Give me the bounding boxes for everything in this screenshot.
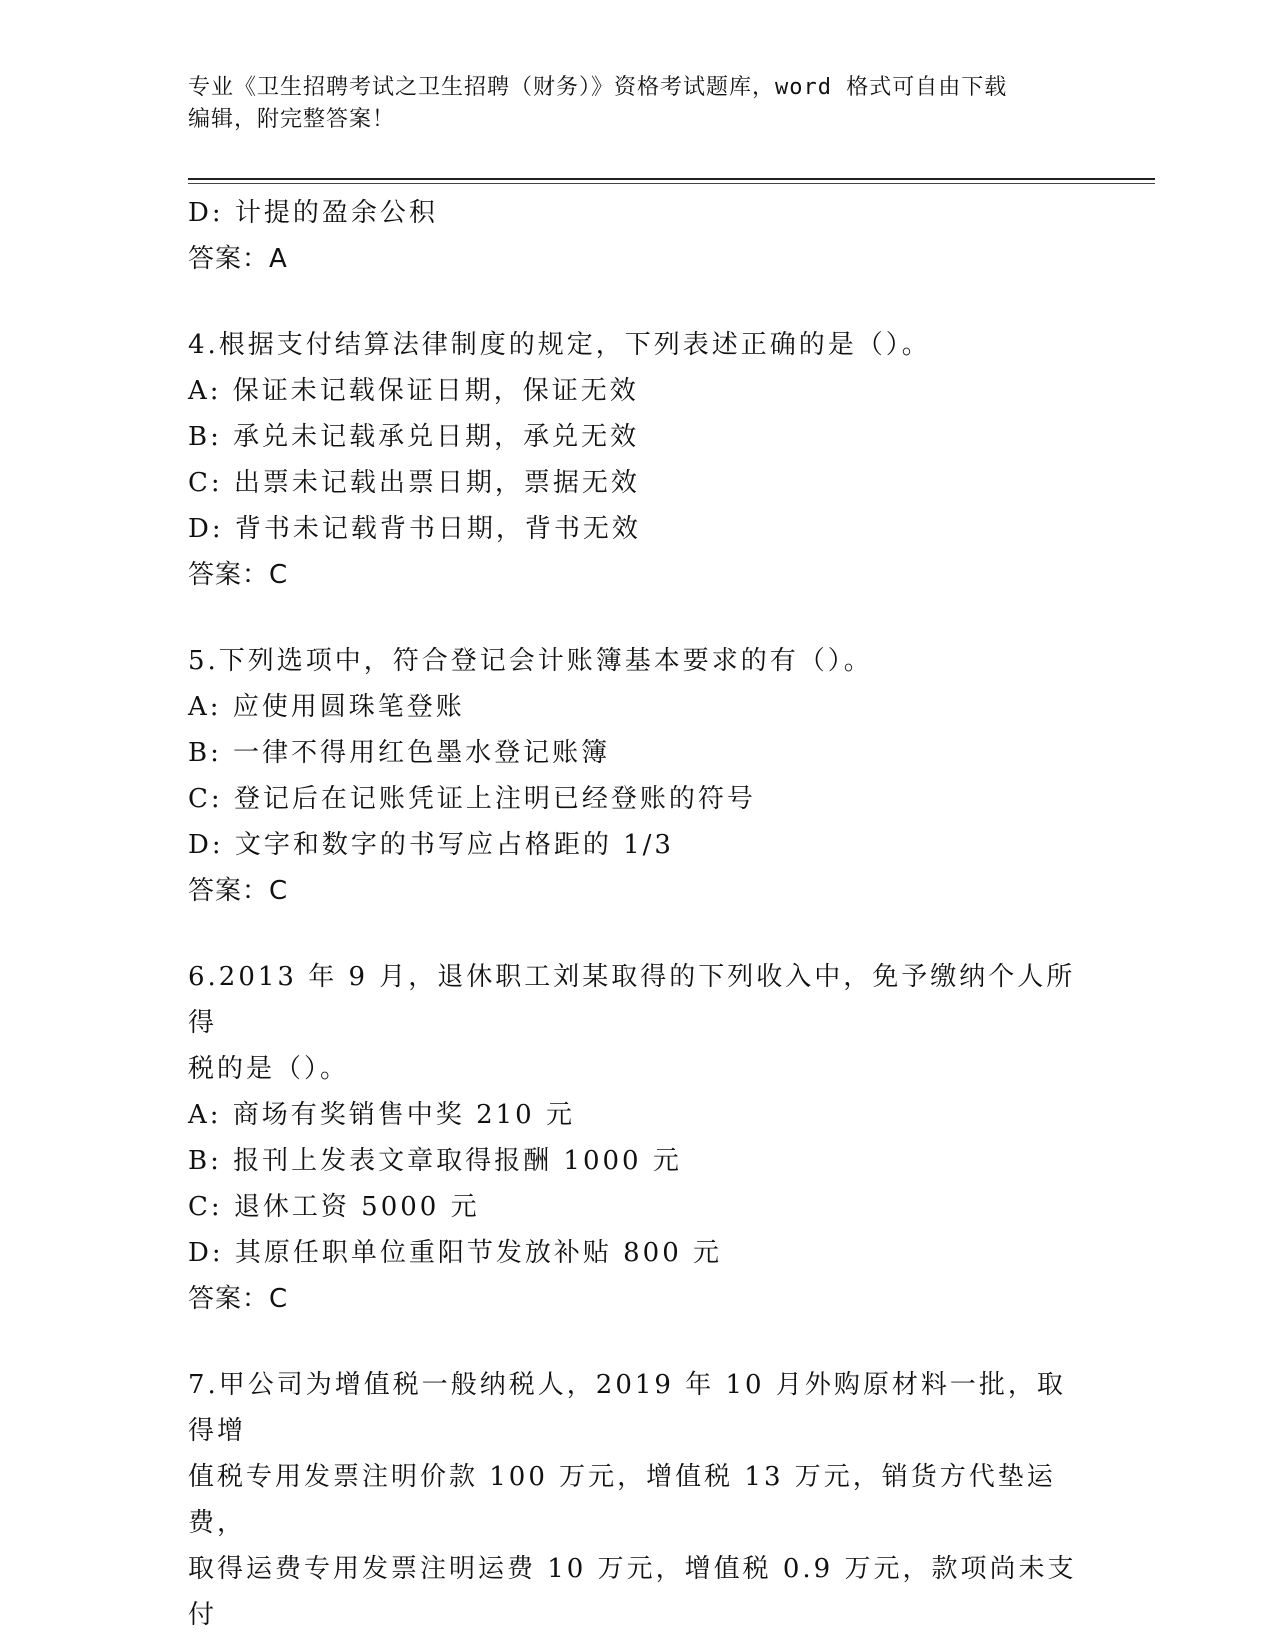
question-stem-line-2: 值税专用发票注明价款 100 万元，增值税 13 万元，销货方代垫运费， xyxy=(188,1462,1056,1538)
header-line-2: 编辑，附完整答案！ xyxy=(188,107,396,132)
question-stem-line-2: 税的是（）。 xyxy=(188,1054,350,1084)
question-stem-line-1: 7.甲公司为增值税一般纳税人，2019 年 10 月外购原材料一批，取得增 xyxy=(188,1370,1066,1446)
answer-label: 答案：A xyxy=(188,244,288,274)
header-divider-thin xyxy=(188,183,1155,184)
option-d: D: 文字和数字的书写应占格距的 1/3 xyxy=(188,830,674,860)
document-body xyxy=(188,190,1088,1638)
question-stem: 5.下列选项中，符合登记会计账簿基本要求的有（）。 xyxy=(188,646,873,676)
spacer xyxy=(188,914,1088,954)
option-a: A: 应使用圆珠笔登账 xyxy=(188,692,465,722)
spacer xyxy=(188,1322,1088,1362)
question-5 xyxy=(188,638,1088,914)
option-c: C: 退休工资 5000 元 xyxy=(188,1192,480,1222)
page-header xyxy=(188,72,1068,136)
question-3 xyxy=(188,190,1088,282)
option-a: A: 保证未记载保证日期，保证无效 xyxy=(188,376,639,406)
question-stem: 4.根据支付结算法律制度的规定，下列表述正确的是（）。 xyxy=(188,330,931,360)
spacer xyxy=(188,282,1088,322)
option-b: B: 报刊上发表文章取得报酬 1000 元 xyxy=(188,1146,682,1176)
option-b: B: 承兑未记载承兑日期，承兑无效 xyxy=(188,422,640,452)
option-d: D: 其原任职单位重阳节发放补贴 800 元 xyxy=(188,1238,723,1268)
answer-label: 答案：C xyxy=(188,876,289,906)
option-a: A: 商场有奖销售中奖 210 元 xyxy=(188,1100,575,1130)
question-stem-line-1: 6.2013 年 9 月，退休职工刘某取得的下列收入中，免予缴纳个人所得 xyxy=(188,962,1076,1038)
option-c: C: 登记后在记账凭证上注明已经登账的符号 xyxy=(188,784,756,814)
question-7 xyxy=(188,1362,1088,1638)
option-d: D: 背书未记载背书日期，背书无效 xyxy=(188,514,641,544)
question-6 xyxy=(188,954,1088,1322)
spacer xyxy=(188,598,1088,638)
option-b: B: 一律不得用红色墨水登记账簿 xyxy=(188,738,611,768)
option-c: C: 出票未记载出票日期，票据无效 xyxy=(188,468,640,498)
question-4 xyxy=(188,322,1088,598)
option-d: D: 计提的盈余公积 xyxy=(188,198,438,228)
answer-label: 答案：C xyxy=(188,1284,289,1314)
header-line-1: 专业《卫生招聘考试之卫生招聘（财务）》资格考试题库，word 格式可自由下载 xyxy=(188,75,1008,100)
answer-label: 答案：C xyxy=(188,560,289,590)
question-stem-line-3: 取得运费专用发票注明运费 10 万元，增值税 0.9 万元，款项尚未支付 xyxy=(188,1554,1077,1630)
header-divider xyxy=(188,178,1155,180)
